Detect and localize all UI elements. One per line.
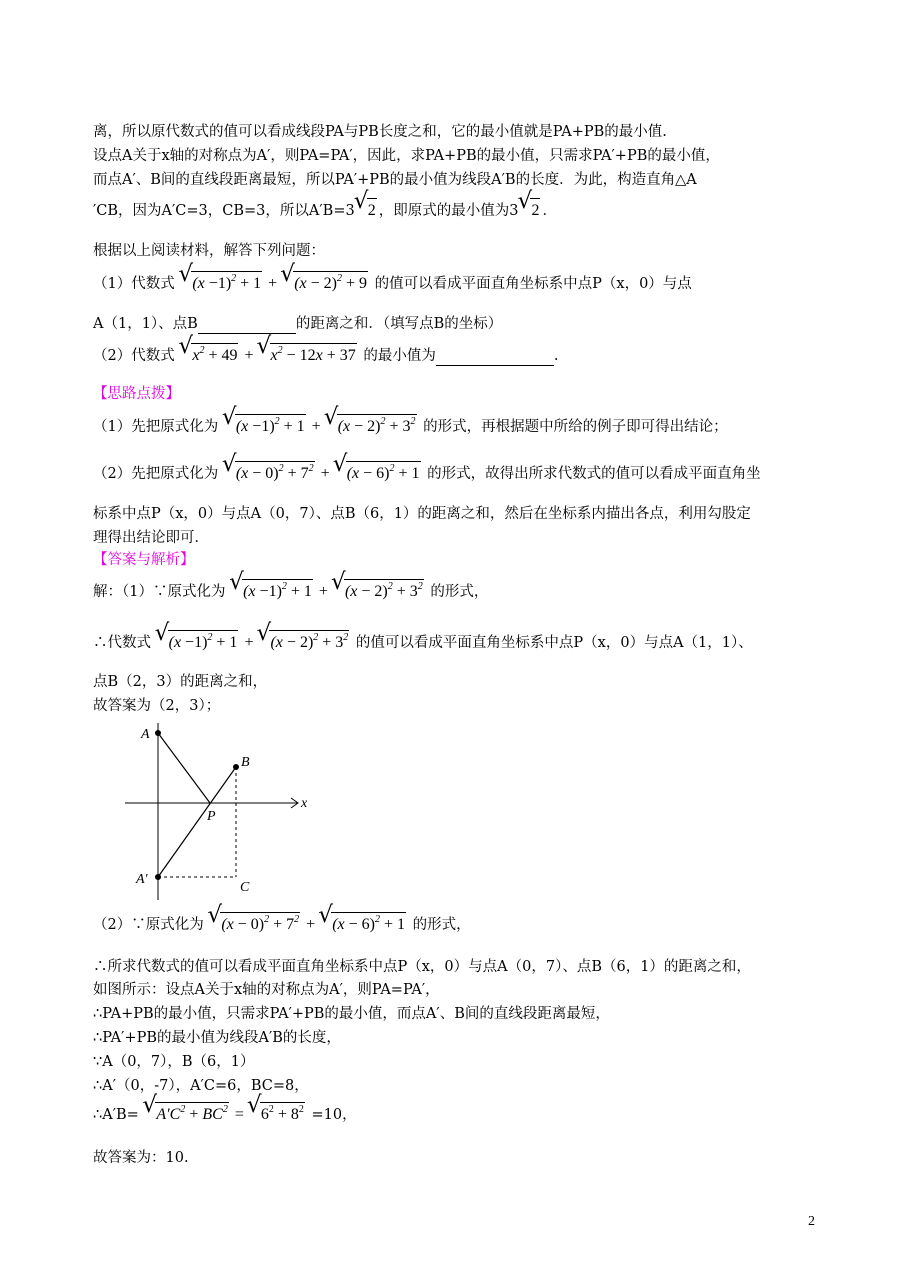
question-2-line: （2）代数式 √ $x^2 + 49$ + √ $x^2 - 12x + 37$ 的最小值为 .	[93, 343, 559, 366]
answer-line: ∴代数式 √ $(x -1)^2 + 1$ + √ $(x - 2)^2 + 3^2$ 的值可以看成平面直角坐标系中点P（x，0）与点A（1，1）、	[93, 630, 753, 653]
question-1-line: （1）代数式 √ $(x -1)^2 + 1$ + √ $(x - 2)^2 + 9$ 的值可以看成平面直角坐标系中点P（x，0）与点	[93, 271, 692, 294]
sqrt-2-formula: √ 2	[355, 198, 377, 221]
label-x: x	[301, 796, 308, 811]
answer-line: ∴PA+PB的最小值，只需求PA′+PB的最小值，而点A′、B间的直线段距离最短，	[93, 1006, 610, 1022]
answer-line: ∴PA′+PB的最小值为线段A′B的长度，	[93, 1030, 341, 1046]
hint-line: （1）先把原式化为 √ $(x -1)^2 + 1$ + √ $(x - 2)^2 + 3^2$ 的形式，再根据题中所给的例子即可得出结论；	[93, 414, 728, 437]
label-A-prime: A′	[136, 872, 148, 887]
formula-a1: √ $(x -1)^2 + 1$ + √ $(x - 2)^2 + 3^2$	[230, 583, 426, 600]
answer-line: ∵A（0，7），B（6，1）	[93, 1054, 255, 1070]
text-line: ′CB，因为A′C=3，CB=3，所以A′B=3√ 2 ，即原式的最小值为3√ 2 ．	[93, 198, 557, 221]
answer-line: 故答案为（2，3）；	[93, 698, 221, 714]
text-line: 离，所以原代数式的值可以看成线段PA与PB长度之和，它的最小值就是PA+PB的最小值.	[93, 124, 667, 140]
answer-line: 解：（1）∵原式化为 √ $(x -1)^2 + 1$ + √ $(x - 2)^2 + 3^2$ 的形式，	[93, 579, 488, 602]
hint-title: 【思路点拨】	[93, 386, 180, 402]
formula-b8: √ $A'C^2 + BC^2$ = √ $6^2 + 8^2$	[143, 1106, 307, 1123]
answer-line: ∴A′B= √ $A'C^2 + BC^2$ = √ $6^2 + 8^2 =10$，	[93, 1102, 357, 1125]
point-A-prime	[155, 874, 161, 880]
page-number: 2	[808, 1214, 815, 1229]
question-1-line: A（1，1）、点B 的距离之和．（填写点B的坐标）	[93, 316, 503, 332]
label-B: B	[241, 755, 250, 770]
answer-blank[interactable]	[198, 333, 296, 334]
formula-a2: √ $(x -1)^2 + 1$ + √ $(x - 2)^2 + 3^2$	[156, 634, 352, 651]
point-A	[155, 730, 161, 736]
label-A: A	[141, 727, 150, 742]
answer-title: 【答案与解析】	[93, 552, 195, 568]
point-B	[233, 764, 239, 770]
answer-line: 如图所示：设点A关于x轴的对称点为A′，则PA=PA′，	[93, 982, 440, 998]
answer-line: 点B（2，3）的距离之和，	[93, 674, 268, 690]
hint-line: （2）先把原式化为 √ $(x - 0)^2 + 7^2$ + √ $(x - 6)^2 + 1$ 的形式，故得出所求代数式的值可以看成平面直角坐	[93, 461, 761, 484]
text-line: 而点A′、B间的直线段距离最短，所以PA′+PB的最小值为线段A′B的长度．为此，构造直角△A	[93, 172, 697, 188]
answer-line: （2）∵原式化为 √ $(x - 0)^2 + 7^2$ + √ $(x - 6)^2 + 1$ 的形式，	[93, 912, 471, 935]
text-line: 根据以上阅读材料，解答下列问题：	[93, 243, 325, 259]
text-line: 设点A关于x轴的对称点为A′，则PA=PA′，因此，求PA+PB的最小值，只需求PA′+PB的最小值，	[93, 148, 720, 164]
label-C: C	[240, 880, 250, 895]
answer-blank[interactable]	[436, 365, 554, 366]
formula-h1: √ $(x -1)^2 + 1$ + √ $(x - 2)^2 + 3^2$	[223, 418, 419, 435]
answer-line: ∴A′（0，-7），A′C=6，BC=8，	[93, 1078, 309, 1094]
answer-line: ∴所求代数式的值可以看成平面直角坐标系中点P（x，0）与点A（0，7）、点B（6，1）的距离之和，	[93, 959, 751, 975]
label-P: P	[207, 809, 216, 824]
formula-h2: √ $(x - 0)^2 + 7^2$ + √ $(x - 6)^2 + 1$	[223, 465, 423, 482]
answer-line: 故答案为：10.	[93, 1150, 189, 1166]
hint-line: 理得出结论即可．	[93, 530, 209, 546]
segment-AprimeB	[158, 767, 236, 877]
sqrt-2-formula: √ 2	[518, 198, 540, 221]
formula-b1: √ $(x - 0)^2 + 7^2$ + √ $(x - 6)^2 + 1$	[208, 916, 408, 933]
formula-q1: √ $(x -1)^2 + 1$ + √ $(x - 2)^2 + 9$	[179, 275, 370, 292]
hint-line: 标系中点P（x，0）与点A（0，7）、点B（6，1）的距离之和，然后在坐标系内描出各点，利用勾股定	[93, 506, 751, 522]
coordinate-figure	[120, 720, 320, 905]
segment-AP	[158, 733, 210, 803]
formula-q2: √ $x^2 + 49$ + √ $x^2 - 12x + 37$	[179, 347, 358, 364]
